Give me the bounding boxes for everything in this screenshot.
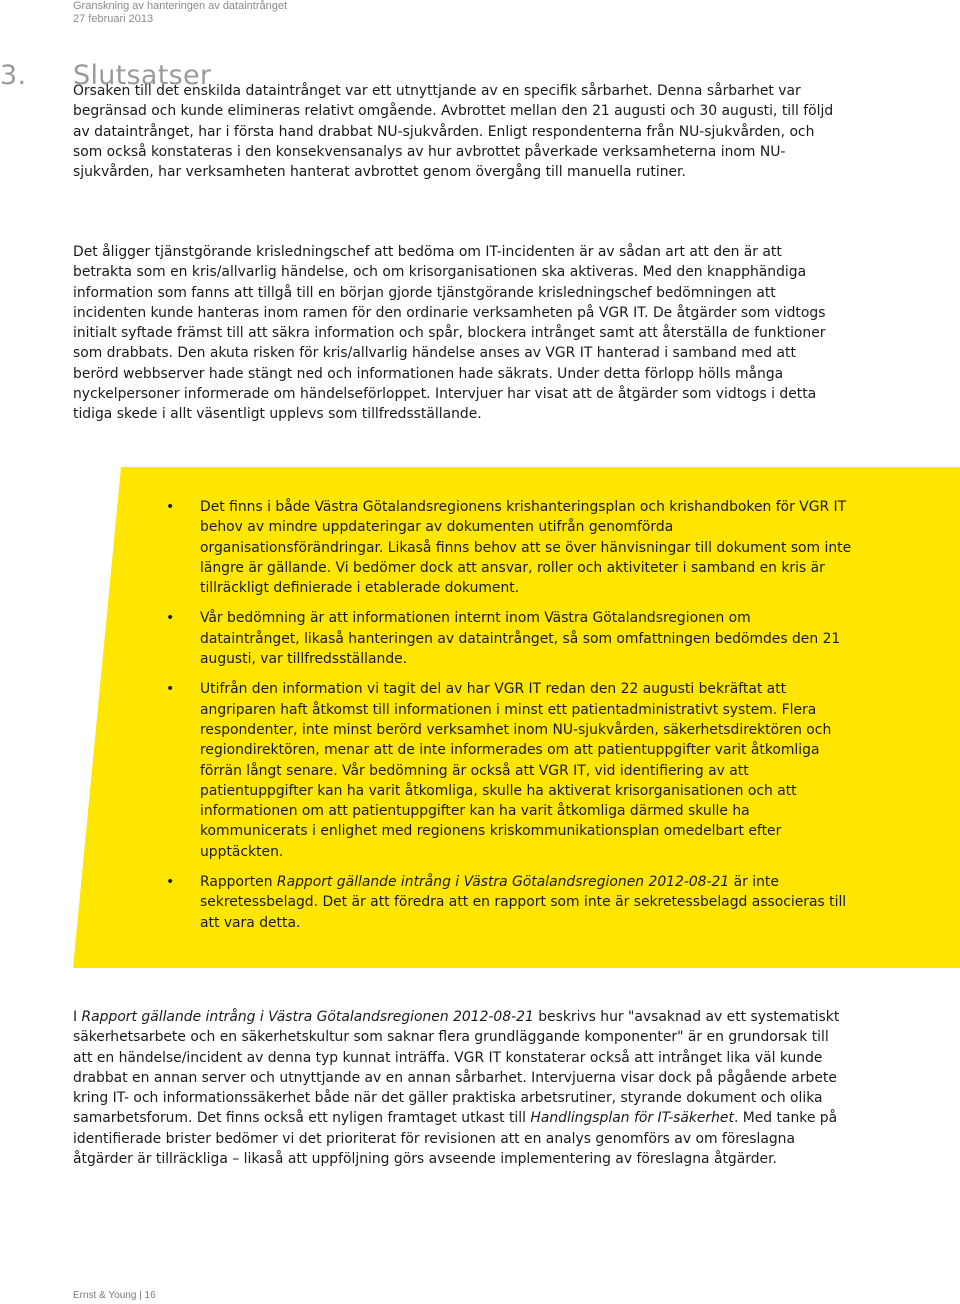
list-item-text: Vår bedömning är att informationen internt inom Västra Götalandsregionen om dataintrånget, likaså hanteringen av dataintrånget, så som omfattningen bedömdes den 21 augusti, var tillfredsställande. bbox=[200, 610, 841, 668]
bullet-icon: • bbox=[166, 681, 175, 698]
section-number: 3. bbox=[0, 60, 27, 91]
list-item bbox=[73, 679, 853, 862]
footer-separator: | bbox=[136, 1290, 145, 1301]
bullet-icon: • bbox=[166, 610, 175, 627]
list-item-text-rest: är inte sekretessbelagd. Det är att föredra att en rapport som inte är sekretessbelagd associeras till att vara detta. bbox=[200, 874, 847, 931]
list-item-text: Det finns i både Västra Götalandsregionens krishanteringsplan och krishandboken för VGR IT behov av mindre uppdateringar av dokumenten utifrån genomförda organisationsförändringar. Likaså finns behov att se över hänvisningar till dokument som inte längre är gällande. Vi bedömer dock att ansvar, roller och aktiviteter i samband en kris är tillräckligt definierade i etablerade dokument. bbox=[200, 499, 852, 597]
list-item bbox=[73, 497, 853, 598]
paragraph-text-part: beskrivs hur "avsaknad av ett systematiskt säkerhetsarbete och en säkerhetskultur som saknar flera grundläggande komponenter" är en grundorsak till att en händelse/incident av denna typ kunnat inträffa. VGR IT konstaterar också att intrånget lika väl kunde drabbat en annan server och utnyttjande av en annan sårbarhet. Intervjuerna visar dock på pågående arbete kring IT- och informationssäkerhet både när det gäller praktiska arbetsrutiner, styrande dokument och olika samarbetsforum. Det finns också ett nyligen framtaget utkast till bbox=[73, 1009, 840, 1127]
page-number: 16 bbox=[144, 1290, 156, 1301]
document-title: Granskning av hanteringen av dataintrånget bbox=[73, 0, 288, 12]
report-title: Rapport gällande intrång i Västra Götalandsregionen 2012-08-21 bbox=[81, 1009, 534, 1025]
list-item bbox=[73, 872, 853, 933]
report-title: Rapport gällande intrång i Västra Götalandsregionen 2012-08-21 bbox=[276, 874, 730, 891]
section-title: Slutsatser bbox=[73, 60, 212, 91]
paragraph-security-work bbox=[73, 1007, 843, 1169]
list-item-text: Utifrån den information vi tagit del av har VGR IT redan den 22 augusti bekräftat att angriparen haft åtkomst till informationen i minst ett patientadministrativt system. Flera respondenter, inte minst berörd verksamhet inom NU-sjukvården, säkerhetsdirektören och regiondirektören, menar att de inte informerades om att patientuppgifter varit åtkomliga förrän långt senare. Vår bedömning är också att VGR IT, vid identifiering av att patientuppgifter kan ha varit åtkomliga, skulle ha aktiverat krisorganisationen och att informationen om att patientuppgifter kan ha varit åtkomliga därmed skulle ha kommunicerats i enlighet med regionens kriskommunikationsplan omedelbart efter upptäckten. bbox=[200, 681, 832, 860]
bullet-icon: • bbox=[166, 499, 175, 515]
paragraph-text-part: I bbox=[73, 1009, 82, 1025]
paragraph-crisis-management bbox=[73, 242, 843, 425]
page-footer bbox=[73, 1290, 156, 1302]
list-item bbox=[73, 608, 853, 669]
running-head bbox=[73, 0, 287, 26]
footer-company: Ernst & Young bbox=[73, 1290, 137, 1301]
findings-list bbox=[73, 497, 853, 943]
paragraph-text-part: . Med tanke på identifierade brister bedömer vi det prioriterat för revisionen att en analys genomförs av om föreslagna åtgärder är tillräckliga – likaså att uppföljning görs avseende implementering av föreslagna åtgärder. bbox=[73, 1110, 838, 1168]
action-plan-title: Handlingsplan för IT-säkerhet bbox=[530, 1110, 734, 1127]
paragraph-causes bbox=[73, 81, 843, 182]
list-item-text-lead: Rapporten bbox=[200, 874, 277, 891]
document-date: 27 februari 2013 bbox=[73, 13, 154, 25]
paragraph-text: Orsaken till det enskilda dataintrånget var ett utnyttjande av en specifik sårbarhet. Denna sårbarhet var begränsad och kunde elimineras relativt omgående. Avbrottet mellan den 21 augusti och 30 augusti, till följd av dataintrånget, har i första hand drabbat NU-sjukvården. Enligt respondenterna från NU-sjukvården, och som också konstateras i den konsekvensanalys av hur avbrottet påverkade verksamheterna inom NU-sjukvården, har verksamheten hanterat avbrottet genom övergång till manuella rutiner. bbox=[73, 83, 834, 181]
paragraph-text: Det åligger tjänstgörande krisledningschef att bedöma om IT-incidenten är av sådan art att den är att betrakta som en kris/allvarlig händelse, och om krisorganisationen ska aktiveras. Med den knapphändiga information som fanns att tillgå till en början gjorde tjänstgörande krisledningschef bedömningen att incidenten kunde hanteras inom ramen för den ordinarie verksamheten på VGR IT. De åtgärder som vidtogs initialt syftade främst till att säkra information och spår, blockera intrånget samt att återställa de funktioner som drabbats. Den akuta risken för kris/allvarlig händelse anses av VGR IT hanterad i samband med att berörd webbserver hade stängt ned och informationen hade säkrats. Under detta förlopp hölls många nyckelpersoner informerade om händelseförloppet. Intervjuer har visat att de åtgärder som vidtogs i detta tidiga skede i allt väsentligt upplevs som tillfredsställande. bbox=[73, 244, 826, 423]
paragraph-text bbox=[73, 1007, 843, 1169]
bullet-icon: • bbox=[166, 874, 175, 891]
